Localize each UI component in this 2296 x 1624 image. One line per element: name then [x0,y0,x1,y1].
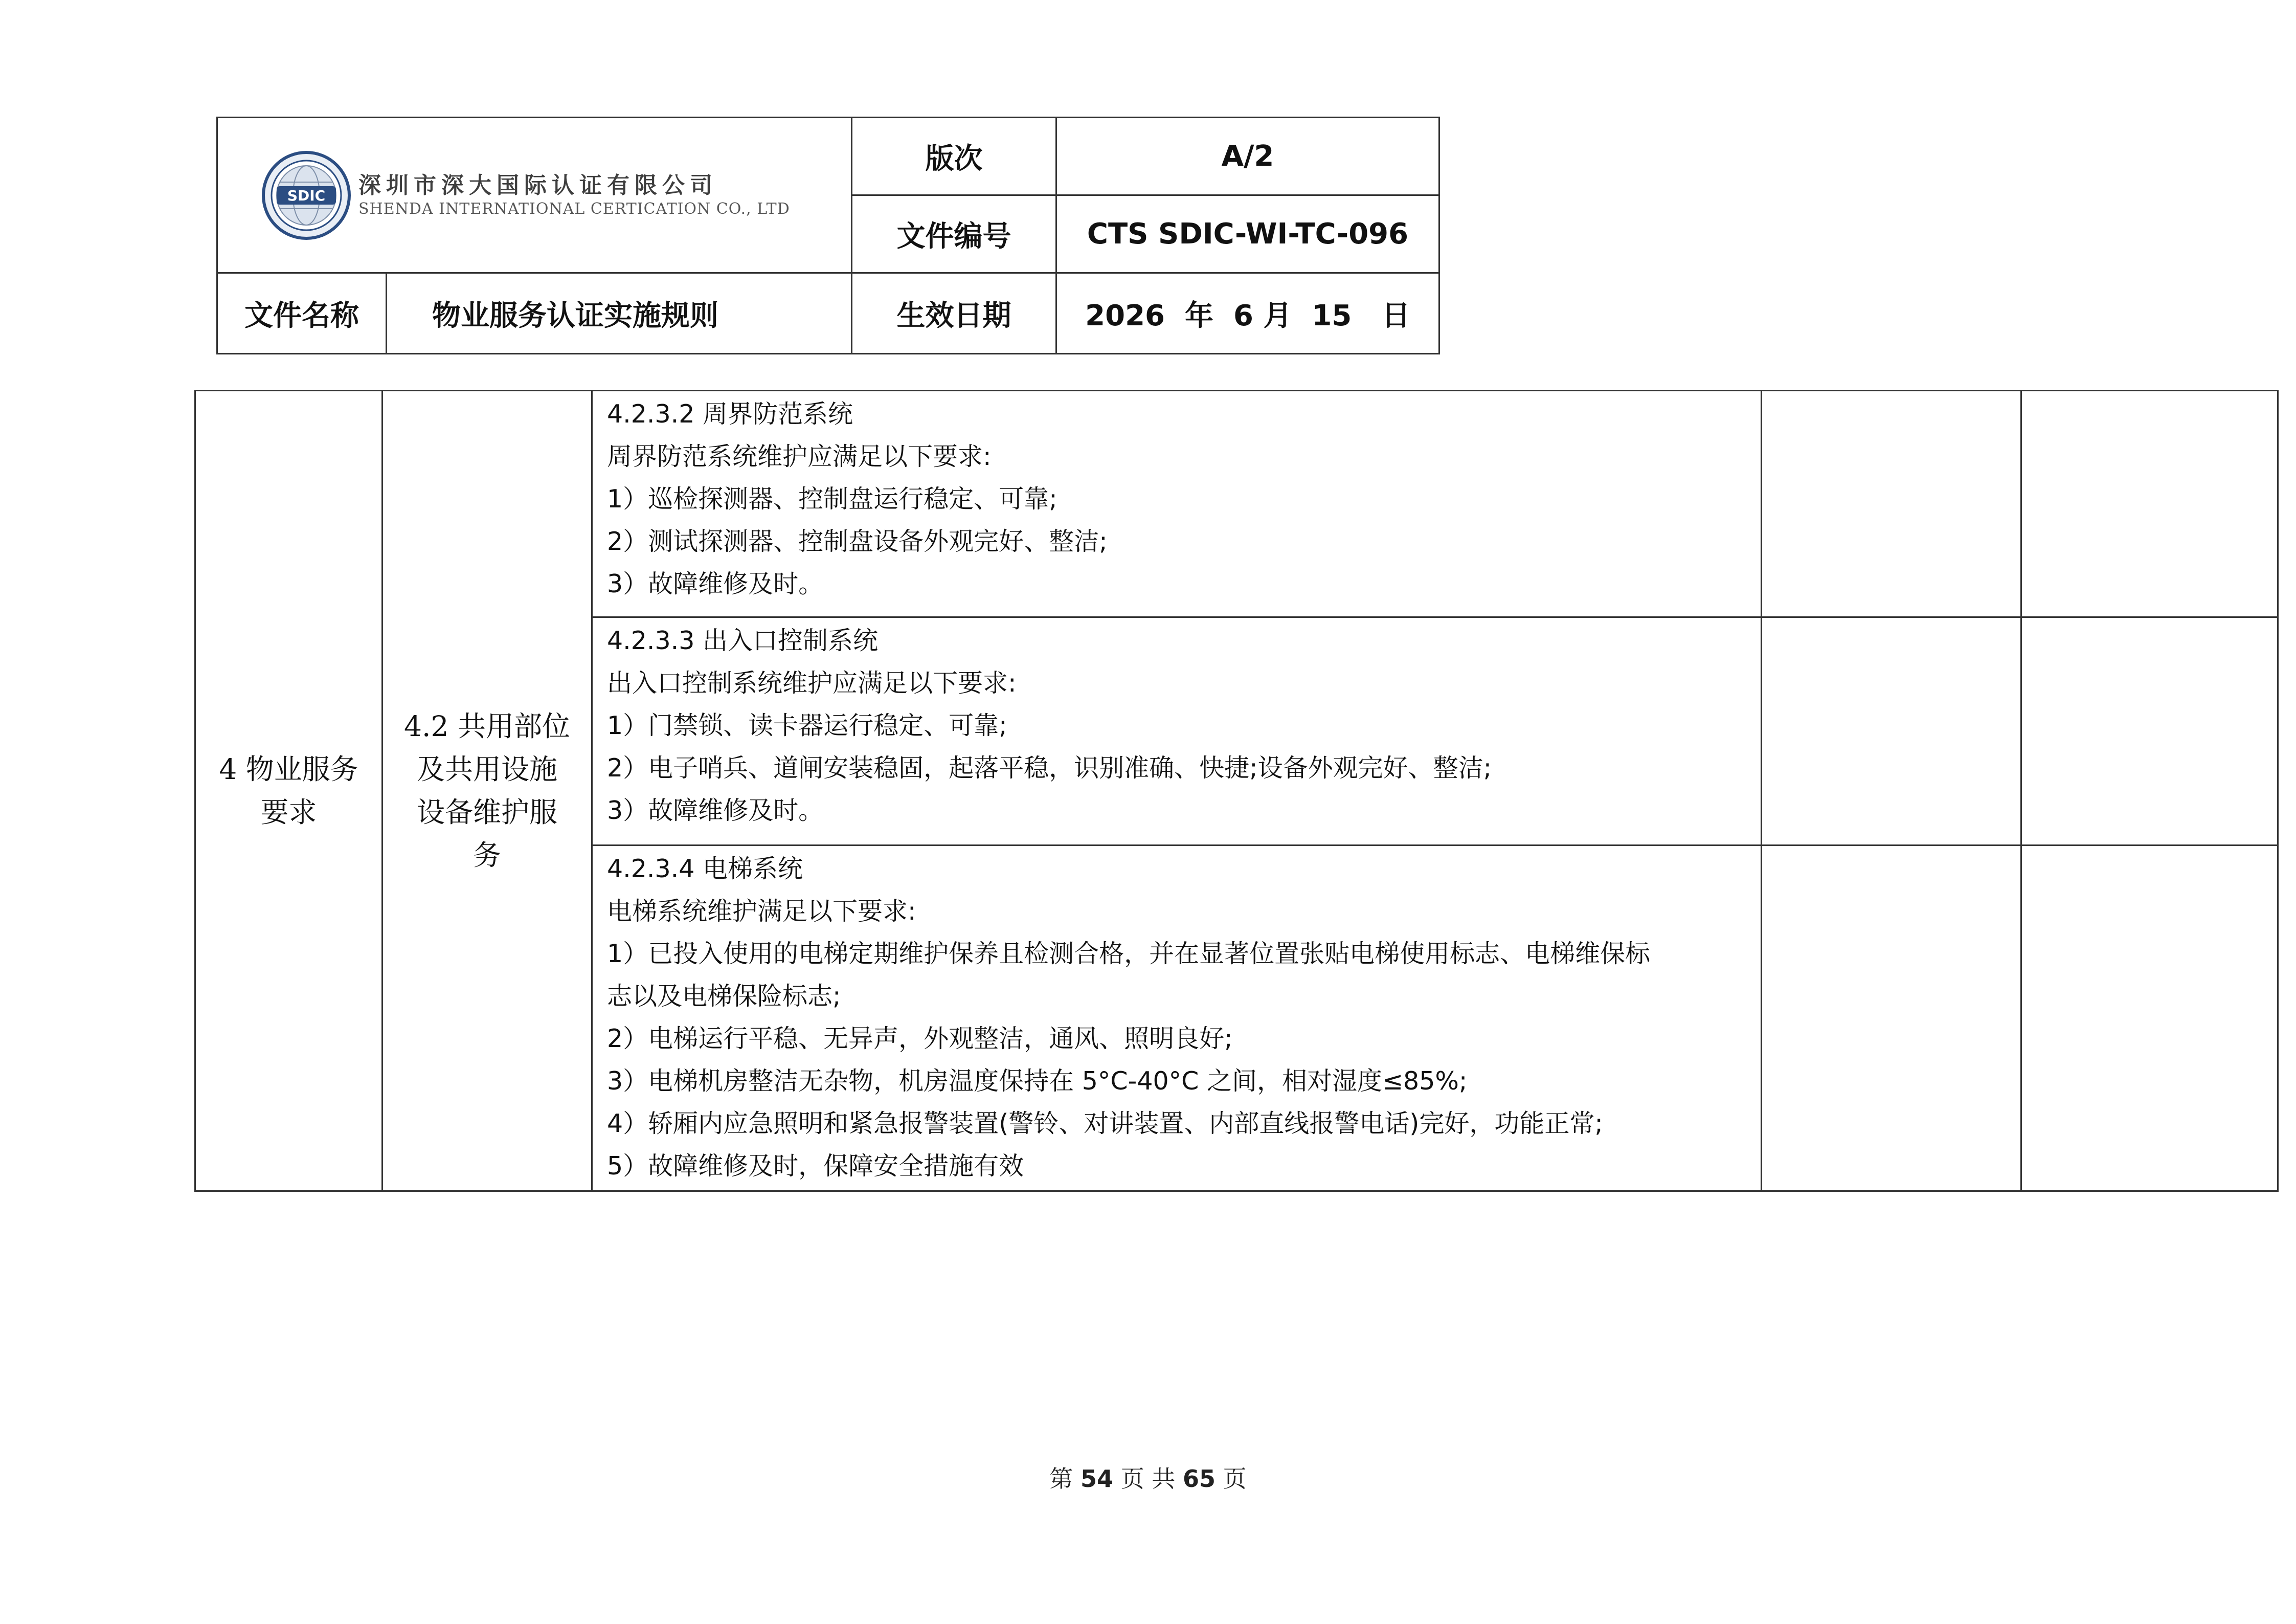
requirement-block-perimeter [592,391,1762,617]
footer-middle: 页 共 [1120,1465,1176,1493]
requirement-line: 周界防范系统维护应满足以下要求: [607,442,992,471]
subsection-title: 4.2 共用部位及共用设施设备维护服务 [404,710,570,872]
effective-date-value: 2026 年 6 月 15 日 [1056,273,1439,354]
requirement-line: 2）电子哨兵、道闸安装稳固，起落平稳，识别准确、快捷;设备外观完好、整洁; [607,753,1492,783]
footer-suffix: 页 [1223,1465,1247,1493]
blank-cell [1762,391,2021,617]
requirement-line: 4.2.3.2 周界防范系统 [607,399,853,429]
sdic-seal-icon [261,150,351,240]
section-cell [195,391,382,1191]
requirement-line: 2）电梯运行平稳、无异声，外观整洁，通风、照明良好; [607,1024,1233,1053]
requirement-line: 电梯系统维护满足以下要求: [607,897,916,926]
version-label: 版次 [852,118,1056,195]
requirement-line: 4.2.3.4 电梯系统 [607,854,803,883]
company-name-cn: 深圳市深大国际认证有限公司 [358,172,717,199]
doc-name-label: 文件名称 [217,273,387,354]
blank-cell [1762,617,2021,846]
company-name-en: SHENDA INTERNATIONAL CERTICATION CO., LTD [358,200,790,218]
requirement-line: 1）门禁锁、读卡器运行稳定、可靠; [607,711,1007,740]
doc-name-value: 物业服务认证实施规则 [387,273,852,354]
requirement-line: 出入口控制系统维护应满足以下要求: [607,669,1017,698]
page-footer [0,1460,2296,1494]
requirement-line: 5）故障维修及时，保障安全措施有效 [607,1151,1024,1181]
requirement-line: 1）已投入使用的电梯定期维护保养且检测合格，并在显著位置张贴电梯使用标志、电梯维保标 [607,939,1651,968]
requirement-line: 3）电梯机房整洁无杂物，机房温度保持在 5°C-40°C 之间，相对湿度≤85%; [607,1066,1468,1096]
company-logo-cell [217,118,852,273]
footer-prefix: 第 [1049,1465,1073,1493]
requirement-block-elevator [592,846,1762,1191]
requirement-line: 1）巡检探测器、控制盘运行稳定、可靠; [607,484,1057,514]
version-value: A/2 [1056,118,1439,195]
requirement-block-access-control [592,617,1762,846]
subsection-cell [382,391,592,1191]
doc-number-value: CTS SDIC-WI-TC-096 [1056,195,1439,273]
blank-cell [1762,846,2021,1191]
requirement-line: 3）故障维修及时。 [607,569,824,598]
blank-cell [2021,391,2278,617]
svg-text:SDIC: SDIC [287,187,326,204]
section-title: 4 物业服务要求 [219,753,358,829]
page-number: 54 [1081,1465,1114,1493]
total-pages: 65 [1182,1465,1215,1493]
blank-cell [2021,846,2278,1191]
requirement-line: 4.2.3.3 出入口控制系统 [607,626,879,655]
requirement-line: 4）轿厢内应急照明和紧急报警装置(警铃、对讲装置、内部直线报警电话)完好，功能正常; [607,1109,1603,1138]
requirement-line: 2）测试探测器、控制盘设备外观完好、整洁; [607,527,1108,556]
requirement-line: 志以及电梯保险标志; [607,982,841,1011]
requirement-line: 3）故障维修及时。 [607,796,824,825]
blank-cell [2021,617,2278,846]
effective-date-label: 生效日期 [852,273,1056,354]
document-header [216,117,1440,354]
requirements-table [194,390,2279,1192]
doc-number-label: 文件编号 [852,195,1056,273]
